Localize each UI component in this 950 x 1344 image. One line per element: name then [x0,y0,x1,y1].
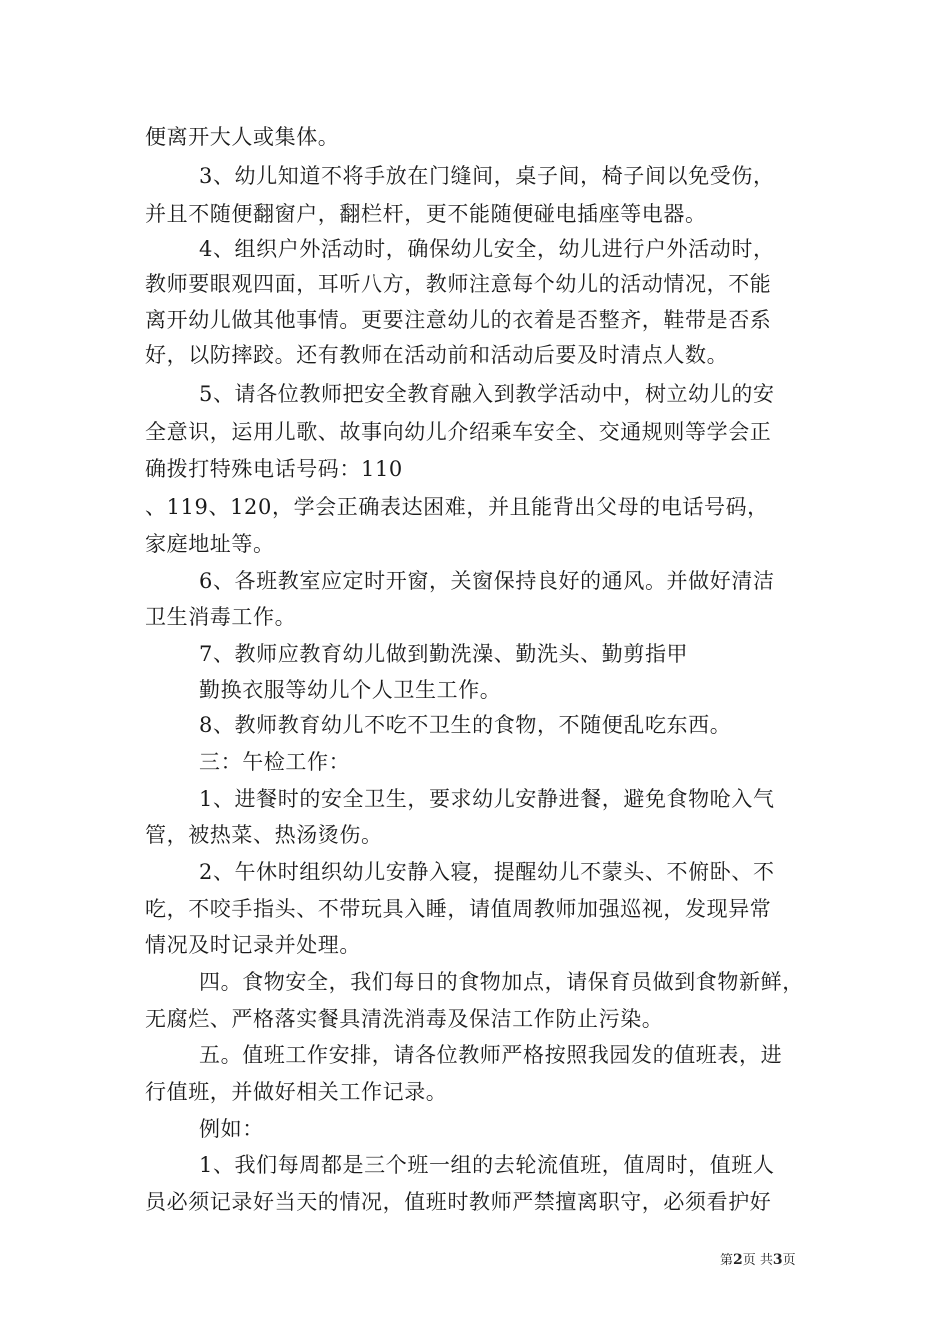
section-heading: 三：午检工作： [199,750,351,774]
page-number [720,1249,796,1268]
text-line: 员必须记录好当天的情况，值班时教师严禁擅离职守，必须看护好 [145,1190,772,1214]
text-line: 3、幼儿知道不将手放在门缝间，桌子间，椅子间以免受伤， [199,164,775,188]
text-line: 2、午休时组织幼儿安静入寝，提醒幼儿不蒙头、不俯卧、不 [199,860,775,884]
text-line: 、119、120，学会正确表达困难，并且能背出父母的电话号码， [145,495,769,519]
text-line: 并且不随便翻窗户，翻栏杆，更不能随便碰电插座等电器。 [145,202,707,226]
text-line: 好，以防摔跤。还有教师在活动前和活动后要及时清点人数。 [145,343,729,367]
text-line: 8、教师教育幼儿不吃不卫生的食物，不随便乱吃东西。 [199,713,732,737]
page-number-current: 2 [733,1252,743,1268]
text-line: 管，被热菜、热汤烫伤。 [145,823,383,847]
text-line: 全意识，运用儿歌、故事向幼儿介绍乘车安全、交通规则等学会正 [145,420,772,444]
text-line: 无腐烂、严格落实餐具清洗消毒及保洁工作防止污染。 [145,1007,664,1031]
text-line: 1、进餐时的安全卫生，要求幼儿安静进餐，避免食物呛入气 [199,787,775,811]
text-line: 勤换衣服等幼儿个人卫生工作。 [199,678,502,702]
text-line: 家庭地址等。 [145,532,275,556]
text-line: 四。食物安全，我们每日的食物加点，请保育员做到食物新鲜， [199,970,804,994]
page-number-suffix: 页 [782,1253,796,1268]
text-line: 便离开大人或集体。 [145,125,340,149]
text-line: 7、教师应教育幼儿做到勤洗澡、勤洗头、勤剪指甲 [199,642,689,666]
text-line: 教师要眼观四面，耳听八方，教师注意每个幼儿的活动情况，不能 [145,272,772,296]
text-line: 例如： [199,1117,264,1141]
text-line: 4、组织户外活动时，确保幼儿安全，幼儿进行户外活动时， [199,237,775,261]
text-line: 行值班，并做好相关工作记录。 [145,1080,448,1104]
text-line: 情况及时记录并处理。 [145,933,361,957]
text-line: 五。值班工作安排，请各位教师严格按照我园发的值班表，进 [199,1043,783,1067]
page-number-total: 3 [772,1252,783,1268]
text-line: 6、各班教室应定时开窗，关窗保持良好的通风。并做好清洁 [199,569,775,593]
text-line: 1、我们每周都是三个班一组的去轮流值班，值周时，值班人 [199,1153,775,1177]
page-number-middle: 页 共 [742,1253,773,1268]
page-number-prefix: 第 [720,1253,734,1268]
text-line: 离开幼儿做其他事情。更要注意幼儿的衣着是否整齐，鞋带是否系 [145,308,772,332]
text-line: 5、请各位教师把安全教育融入到教学活动中，树立幼儿的安 [199,382,775,406]
text-line: 确拨打特殊电话号码：110 [145,457,403,481]
text-line: 吃，不咬手指头、不带玩具入睡，请值周教师加强巡视，发现异常 [145,897,772,921]
text-line: 卫生消毒工作。 [145,605,297,629]
